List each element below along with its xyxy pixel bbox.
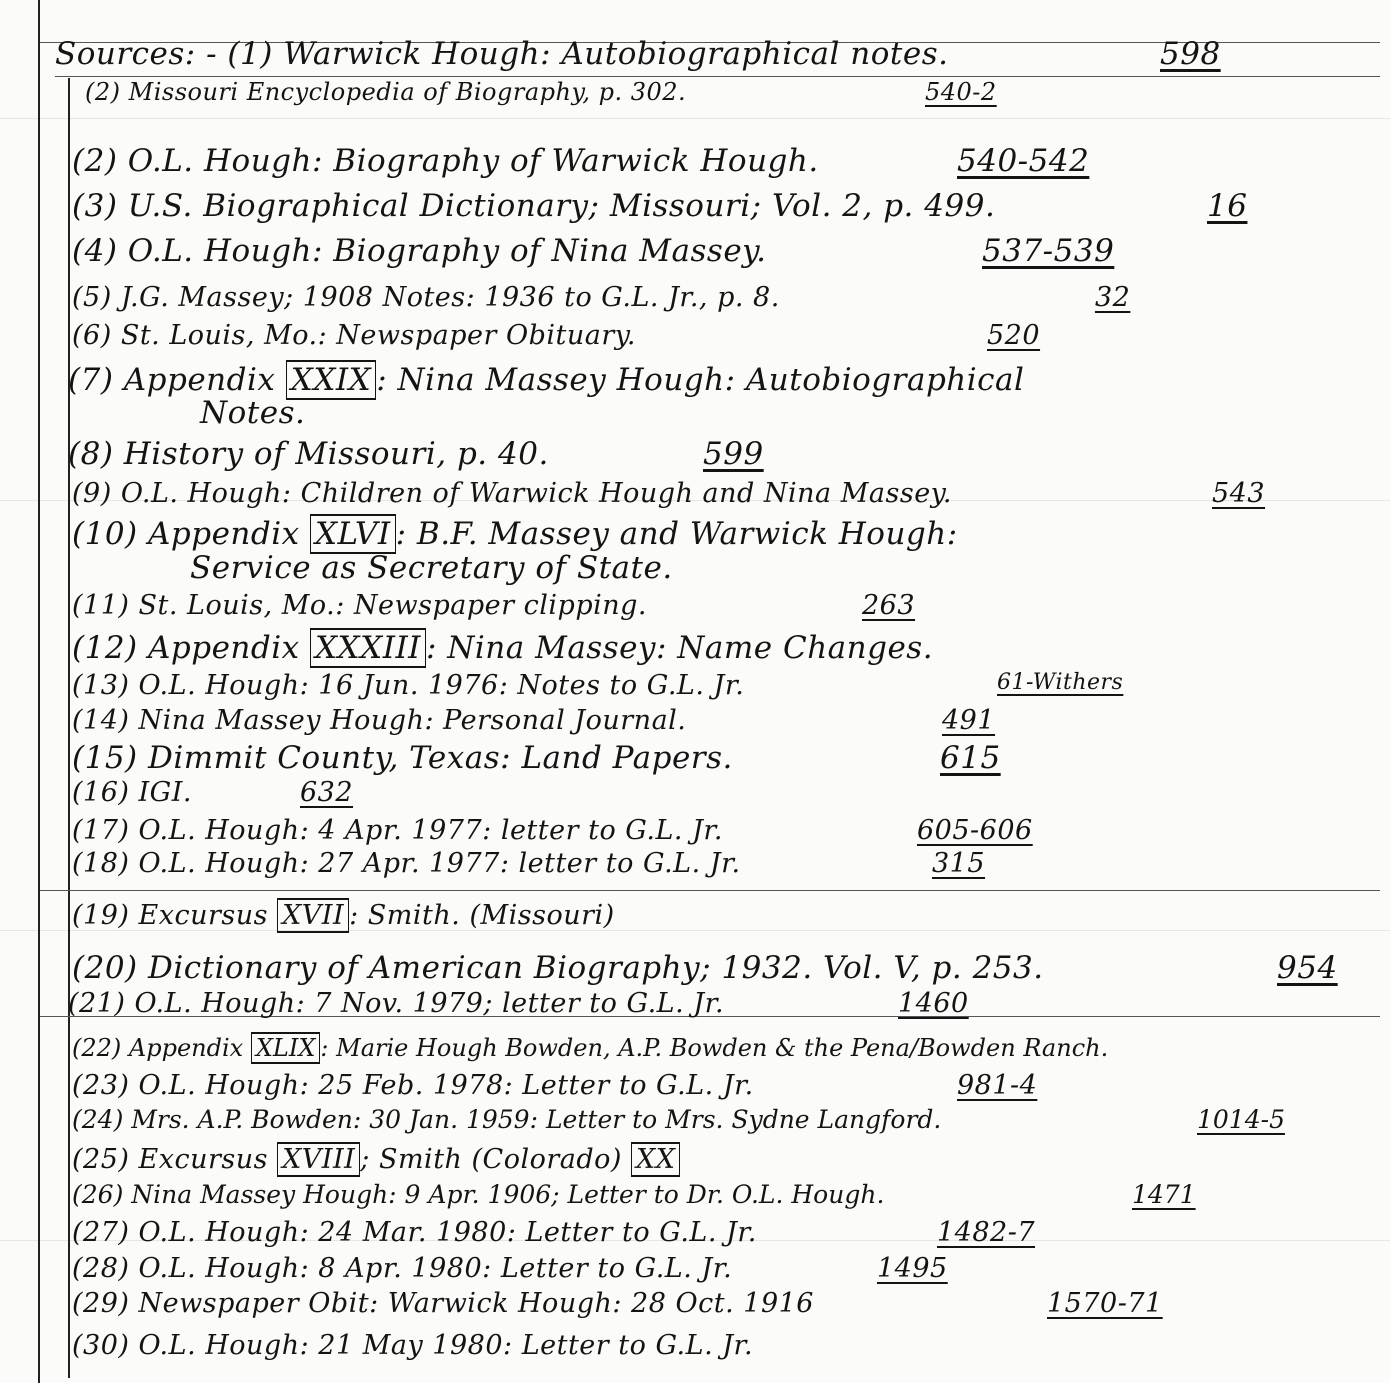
source-line <box>68 988 969 1019</box>
page-ref: 61-Withers <box>997 670 1124 695</box>
source-line <box>72 670 1124 701</box>
source-line <box>55 36 1221 72</box>
source-text: Service as Secretary of State. <box>190 550 673 586</box>
source-text: (12) Appendix <box>72 630 300 666</box>
source-line <box>72 898 615 933</box>
source-text: Sources: - (1) Warwick Hough: Autobiographical notes. <box>55 36 949 72</box>
source-text-after: : Marie Hough Bowden, A.P. Bowden & the Pena/Bowden Ranch. <box>320 1034 1109 1062</box>
page-ref: 32 <box>1095 282 1131 313</box>
source-text-after: ; Smith (Colorado) <box>360 1144 622 1175</box>
page-ref: 615 <box>940 740 1001 776</box>
source-text: (20) Dictionary of American Biography; 1932. Vol. V, p. 253. <box>72 950 1044 986</box>
page-ref: 954 <box>1277 950 1338 986</box>
page-ref: 1471 <box>1132 1180 1196 1209</box>
source-text: (27) O.L. Hough: 24 Mar. 1980: Letter to G.L. Jr. <box>72 1217 757 1248</box>
source-text: (18) O.L. Hough: 27 Apr. 1977: letter to G.L. Jr. <box>72 848 741 879</box>
source-text-after: : Smith. (Missouri) <box>349 900 615 931</box>
page-ref: 1460 <box>898 988 969 1019</box>
page-ref: 543 <box>1212 478 1266 509</box>
source-text: (8) History of Missouri, p. 40. <box>68 436 549 472</box>
source-text: (6) St. Louis, Mo.: Newspaper Obituary. <box>72 320 637 351</box>
source-text-after: : Nina Massey: Name Changes. <box>425 630 934 666</box>
source-text: (10) Appendix <box>72 516 300 552</box>
ruled-line <box>0 118 1390 119</box>
page-ref: 520 <box>987 320 1041 351</box>
page-ref: 1495 <box>877 1253 948 1284</box>
source-line <box>72 233 1115 269</box>
source-line <box>72 1070 1038 1101</box>
excursus-box: XVII <box>277 898 349 933</box>
source-line <box>72 950 1338 986</box>
source-line <box>72 705 996 736</box>
source-text: (26) Nina Massey Hough: 9 Apr. 1906; Letter to Dr. O.L. Hough. <box>72 1180 885 1209</box>
source-text: (2) O.L. Hough: Biography of Warwick Hough. <box>72 143 819 179</box>
source-text: (21) O.L. Hough: 7 Nov. 1979; letter to G.L. Jr. <box>68 988 725 1019</box>
source-text: (2) Missouri Encyclopedia of Biography, p. 302. <box>85 78 687 106</box>
source-line <box>72 1253 948 1284</box>
strip-edge <box>55 76 1380 77</box>
page-ref: 981-4 <box>957 1070 1038 1101</box>
source-text: (17) O.L. Hough: 4 Apr. 1977: letter to G.L. Jr. <box>72 815 723 846</box>
page-ref: 1570-71 <box>1047 1288 1163 1319</box>
source-line <box>72 848 986 879</box>
source-text: (15) Dimmit County, Texas: Land Papers. <box>72 740 733 776</box>
source-line <box>85 78 997 106</box>
source-line <box>72 740 1001 776</box>
source-text: (11) St. Louis, Mo.: Newspaper clipping. <box>72 590 647 621</box>
source-line <box>72 1330 753 1361</box>
page-ref: 1482-7 <box>937 1217 1036 1248</box>
page-ref: 632 <box>300 777 354 808</box>
source-text: (30) O.L. Hough: 21 May 1980: Letter to G.L. Jr. <box>72 1330 754 1361</box>
source-text: (14) Nina Massey Hough: Personal Journal. <box>72 705 687 736</box>
source-text: (25) Excursus <box>72 1144 268 1175</box>
source-line <box>72 282 1131 313</box>
source-line <box>72 1180 1196 1209</box>
source-text: (23) O.L. Hough: 25 Feb. 1978: Letter to G.L. Jr. <box>72 1070 754 1101</box>
page-ref: 491 <box>942 705 996 736</box>
source-line <box>72 628 933 668</box>
source-line <box>72 1217 1036 1248</box>
source-line <box>72 1032 1108 1064</box>
source-text-after: : B.F. Massey and Warwick Hough: <box>395 516 958 552</box>
appendix-box: XXIX <box>286 360 376 400</box>
source-line <box>72 590 916 621</box>
page-ref: 315 <box>932 848 986 879</box>
source-text: (29) Newspaper Obit: Warwick Hough: 28 Oct. 1916 <box>72 1288 814 1319</box>
source-line <box>72 188 1248 224</box>
excursus-box: XVIII <box>277 1142 360 1177</box>
source-line-continuation <box>190 550 673 586</box>
page-ref: 537-539 <box>982 233 1115 269</box>
source-text: (19) Excursus <box>72 900 268 931</box>
source-text: (4) O.L. Hough: Biography of Nina Massey. <box>72 233 767 269</box>
inner-margin-line <box>68 78 70 1378</box>
strip-edge <box>40 890 1380 891</box>
page-ref: 540-2 <box>925 78 997 106</box>
appendix-box: XLVI <box>310 514 396 554</box>
appendix-box: XXXIII <box>310 628 426 668</box>
source-text: (24) Mrs. A.P. Bowden: 30 Jan. 1959: Letter to Mrs. Sydne Langford. <box>72 1105 942 1134</box>
source-line-continuation <box>200 395 305 431</box>
source-text: (28) O.L. Hough: 8 Apr. 1980: Letter to G.L. Jr. <box>72 1253 733 1284</box>
source-line <box>72 1142 680 1177</box>
page-ref: 598 <box>1160 36 1221 72</box>
source-line <box>68 436 764 472</box>
appendix-box: XLIX <box>251 1032 321 1064</box>
source-line <box>68 360 1024 400</box>
source-line <box>72 514 958 554</box>
source-text: Notes. <box>200 395 306 431</box>
source-line <box>72 1288 1163 1319</box>
source-text: (3) U.S. Biographical Dictionary; Missouri; Vol. 2, p. 499. <box>72 188 996 224</box>
source-text: (9) O.L. Hough: Children of Warwick Hough and Nina Massey. <box>72 478 952 509</box>
page-ref: 263 <box>862 590 916 621</box>
source-text-after: : Nina Massey Hough: Autobiographical <box>376 362 1025 398</box>
source-text: (13) O.L. Hough: 16 Jun. 1976: Notes to G.L. Jr. <box>72 670 745 701</box>
page-ref: 1014-5 <box>1197 1105 1285 1134</box>
page-ref: 605-606 <box>917 815 1033 846</box>
page-ref: 540-542 <box>957 143 1090 179</box>
page-ref: 16 <box>1207 188 1248 224</box>
source-text: (22) Appendix <box>72 1034 244 1062</box>
source-text: (5) J.G. Massey; 1908 Notes: 1936 to G.L. Jr., p. 8. <box>72 282 780 313</box>
source-line <box>72 320 1041 351</box>
source-text: (7) Appendix <box>68 362 276 398</box>
source-line <box>72 777 354 808</box>
excursus-box: XX <box>631 1142 680 1177</box>
source-line <box>72 1105 1285 1134</box>
source-line <box>72 815 1033 846</box>
source-line <box>72 143 1090 179</box>
source-line <box>72 478 1266 509</box>
source-text: (16) IGI. <box>72 777 192 808</box>
page-ref: 599 <box>703 436 764 472</box>
left-margin-line <box>38 0 40 1383</box>
